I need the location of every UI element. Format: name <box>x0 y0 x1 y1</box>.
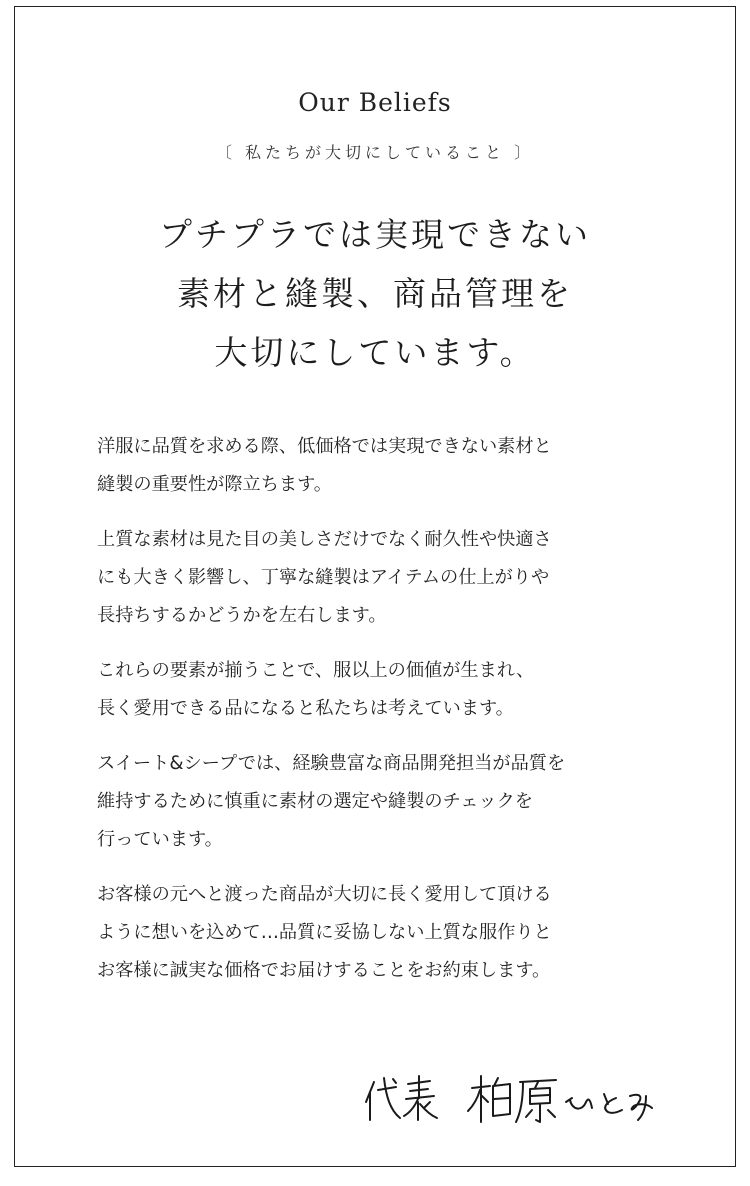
paragraph <box>97 652 667 728</box>
paragraph <box>97 428 667 504</box>
headline-line: プチプラでは実現できない <box>159 215 591 254</box>
paragraph-line: ように想いを込めて…品質に妥協しない上質な服作りと <box>97 922 552 943</box>
section-title: Our Beliefs <box>298 88 452 117</box>
paragraph-line: これらの要素が揃うことで、服以上の価値が生まれ、 <box>97 660 535 681</box>
paragraph-line: お客様の元へと渡った商品が大切に長く愛用して頂ける <box>97 884 552 905</box>
paragraph-line: スイート&シープでは、経験豊富な商品開発担当が品質を <box>97 753 566 774</box>
paragraph-line: にも大きく影響し、丁寧な縫製はアイテムの仕上がりや <box>97 567 550 588</box>
paragraph-line: 長く愛用できる品になると私たちは考えています。 <box>97 698 514 719</box>
paragraph-line: 上質な素材は見た目の美しさだけでなく耐久性や快適さ <box>97 529 552 550</box>
paragraph-line: お客様に誠実な価格でお届けすることをお約束します。 <box>97 960 551 981</box>
paragraph-line: 行っています。 <box>97 829 223 850</box>
paragraph <box>97 876 667 990</box>
paragraph <box>97 745 667 859</box>
headline <box>0 205 750 382</box>
headline-line: 素材と縫製、商品管理を <box>177 274 573 313</box>
paragraph-line: 長持ちするかどうかを左右します。 <box>97 605 387 626</box>
paragraph-line: 縫製の重要性が際立ちます。 <box>97 474 332 495</box>
headline-line: 大切にしています。 <box>214 333 536 372</box>
paragraph-line: 維持するために慎重に素材の選定や縫製のチェックを <box>97 791 533 812</box>
body-text <box>97 428 667 1007</box>
handwritten-signature <box>360 1068 660 1132</box>
section-subtitle: 〔 私たちが大切にしていること 〕 <box>215 143 535 162</box>
paragraph-line: 洋服に品質を求める際、低価格では実現できない素材と <box>97 436 552 457</box>
paragraph <box>97 521 667 635</box>
